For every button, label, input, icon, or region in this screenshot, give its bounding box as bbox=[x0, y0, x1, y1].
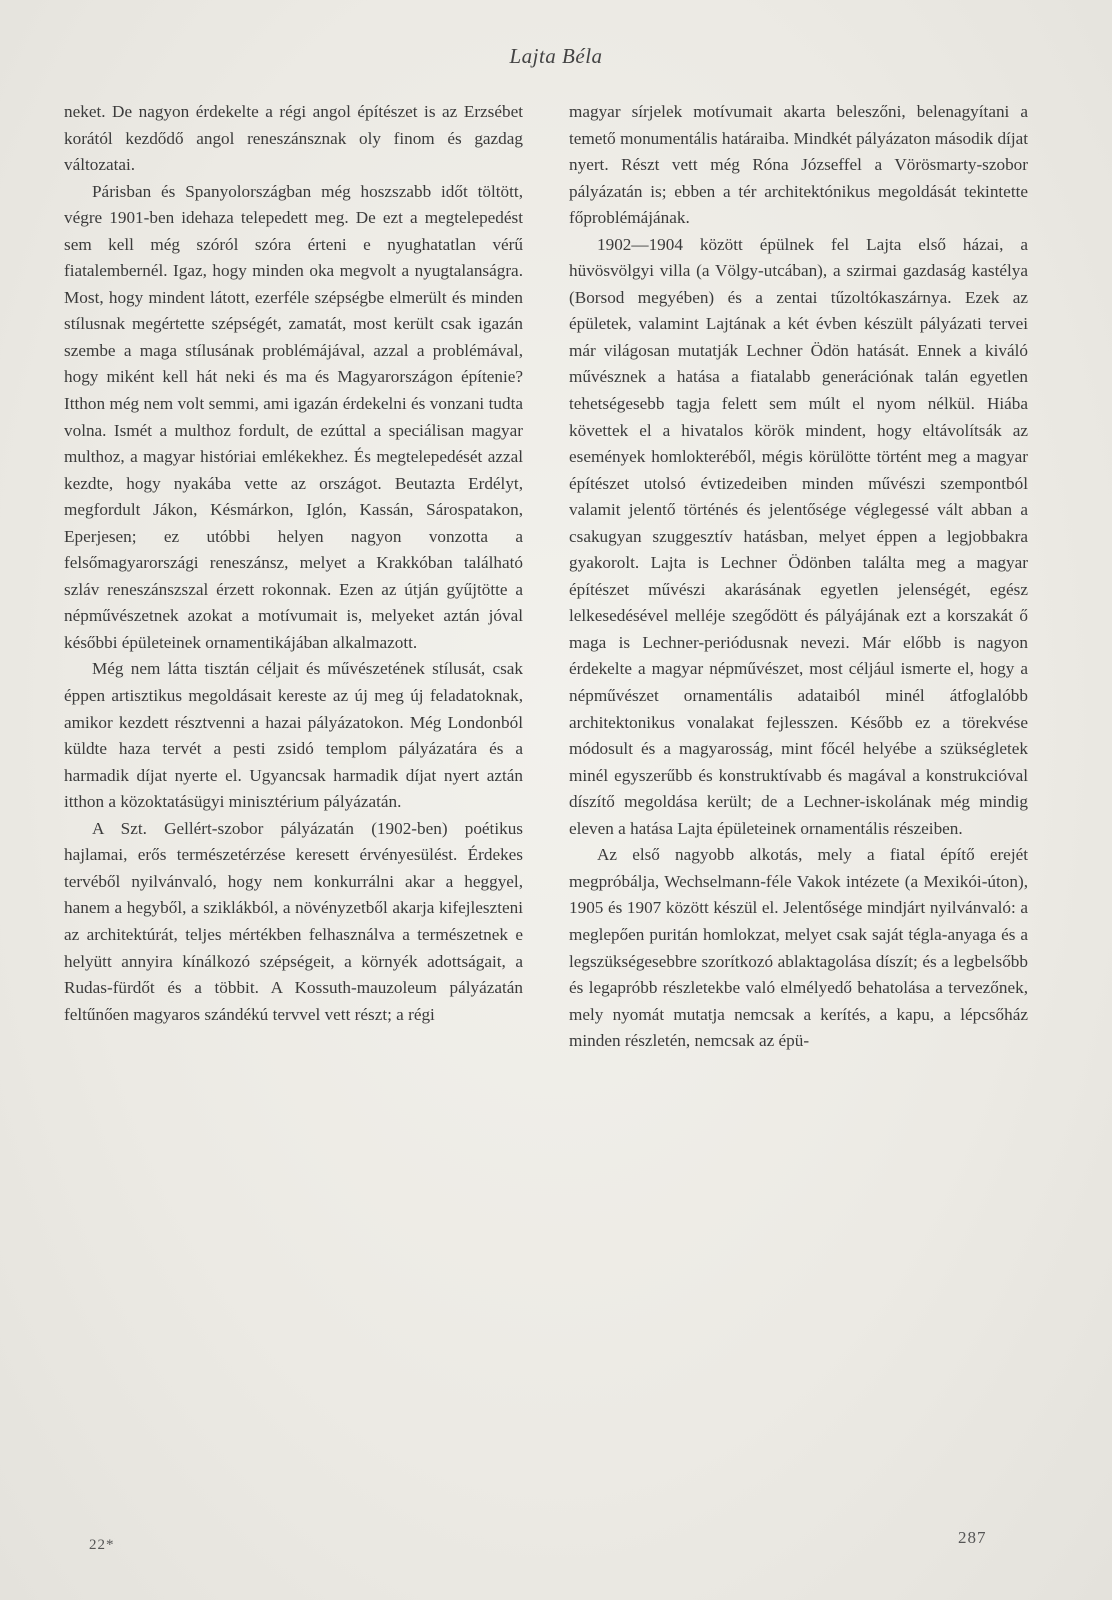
signature-mark: 22* bbox=[89, 1537, 115, 1553]
page-number: 287 bbox=[958, 1528, 987, 1547]
paragraph: 1902—1904 között épülnek fel Lajta első házai, a hüvösvölgyi villa (a Völgy-utcában), a szirmai gazdaság kastélya (Borsod megyében) és a zentai tűzoltókaszárnya. Ezek az épületek, valamint Lajtának a két évben készült pályázati tervei már világosan mutatják Lechner Ödön hatását. Ennek a kiváló művésznek a hatása a fiatalabb generációnak talán egyetlen tehetségesebb tagja felett sem múlt el nyom nélkül. Hiába követtek el a hivatalos körök mindent, hogy eltávolítsák az események homlokteréből, mégis körülötte történt meg a magyar építészet utolsó évtizedeiben minden művészi szempontból valamit jelentő történés és jelentősége véglegessé vált abban a csakugyan szuggesztív hatásban, melyet éppen a legjobbakra gyakorolt. Lajta is Lechner Ödönben találta meg a magyar építészet művészi akarásának egyetlen jelenségét, egész lelkesedésével melléje szegődött és pályájának ezt a korszakát ő maga is Lechner-periódusnak nevezi. Már előbb is nagyon érdekelte a magyar népművészet, most céljául ismerte el, hogy a népművészet ornamentális adataiból minél átfoglalóbb architektonikus vonalakat fejlesszen. Később ez a törekvése módosult és a magyarosság, mint főcél helyébe a szükségletek minél egyszerűbb és konstruktívabb és magával a konstrukcióval díszítő megoldása került; de a Lechner-iskolának még mindig eleven a hatása Lajta épületeinek ornamentális részeiben. bbox=[569, 234, 1028, 838]
paragraph: magyar sírjelek motívumait akarta beleszőni, belenagyítani a temető monumentális határaiba. Mindkét pályázaton második díjat nyert. Részt vett még Róna Józseffel a Vörösmarty-szobor pályázatán is; ebben a tér architektónikus megoldását tekintette főproblémájának. bbox=[569, 102, 1028, 228]
paragraph: neket. De nagyon érdekelte a régi angol építészet is az Erzsébet korától kezdődő angol reneszánsznak oly finom és gazdag változatai. bbox=[64, 102, 523, 175]
text-column-left bbox=[64, 99, 523, 1028]
running-title: Lajta Béla bbox=[509, 44, 603, 68]
paragraph: Még nem látta tisztán céljait és művészetének stílusát, csak éppen artisztikus megoldásait kereste az új meg új feladatoknak, amikor kezdett résztvenni a hazai pályázatokon. Még Londonból küldte haza tervét a pesti zsidó templom pályázatára és a harmadik díjat nyerte el. Ugyancsak harmadik díjat nyert aztán itthon a közoktatásügyi minisztérium pályázatán. bbox=[64, 659, 523, 812]
paragraph: Párisban és Spanyolországban még hoszszabb időt töltött, végre 1901-ben idehaza telepedett meg. De ezt a megtelepedést sem kell még szóról szóra érteni e nyughatatlan vérű fiatalembernél. Igaz, hogy minden oka megvolt a nyugtalanságra. Most, hogy mindent látott, ezerféle szépségbe elmerült és minden stílusnak megértette szépségét, zamatát, most került csak igazán szembe a maga stílusának problémájával, azzal a problémával, hogy miként kell hát neki és ma és Magyarországon építenie? Itthon még nem volt semmi, ami igazán érdekelni és vonzani tudta volna. Ismét a multhoz fordult, de ezúttal a speciálisan magyar multhoz, a magyar históriai emlékekhez. És megtelepedését azzal kezdte, hogy nyakába vette az országot. Beutazta Erdélyt, megfordult Jákon, Késmárkon, Iglón, Kassán, Sárospatakon, Eperjesen; ez utóbbi helyen nagyon vonzotta a felsőmagyarországi reneszánsz, melyet a Krakkóban található szláv reneszánszszal érzett rokonnak. Ezen az útján gyűjtötte a népművészetnek azokat a motívumait is, melyeket aztán jóval későbbi épületeinek ornamentikájában alkalmazott. bbox=[64, 181, 523, 652]
paragraph: A Szt. Gellért-szobor pályázatán (1902-ben) poétikus hajlamai, erős természetérzése keresett érvényesülést. Érdekes tervéből nyilvánvaló, hogy nem konkurrálni akar a heggyel, hanem a hegyből, a sziklákból, a növényzetből akarja kifejleszteni az architektúrát, teljes mértékben felhasználva a természetnek e helyütt annyira kínálkozó szépségeit, a környék adottságait, a Rudas-fürdőt és a többit. A Kossuth-mauzoleum pályázatán feltűnően magyaros szándékú tervvel vett részt; a régi bbox=[64, 818, 523, 1024]
text-column-right bbox=[569, 99, 1028, 1055]
paragraph: Az első nagyobb alkotás, mely a fiatal építő erejét megpróbálja, Wechselmann-féle Vakok intézete (a Mexikói-úton), 1905 és 1907 között készül el. Jelentősége mindjárt nyilvánvaló: a meglepően puritán homlokzat, melyet csak saját tégla-anyaga és a legszükségesebbre szorítkozó ablaktagolása díszít; és a legbelsőbb és legapróbb részletekbe való elmélyedő behatolása a tervezőnek, mely nyomát mutatja nemcsak a kerítés, a kapu, a lépcsőház minden részletén, nemcsak az épü- bbox=[569, 845, 1028, 1051]
